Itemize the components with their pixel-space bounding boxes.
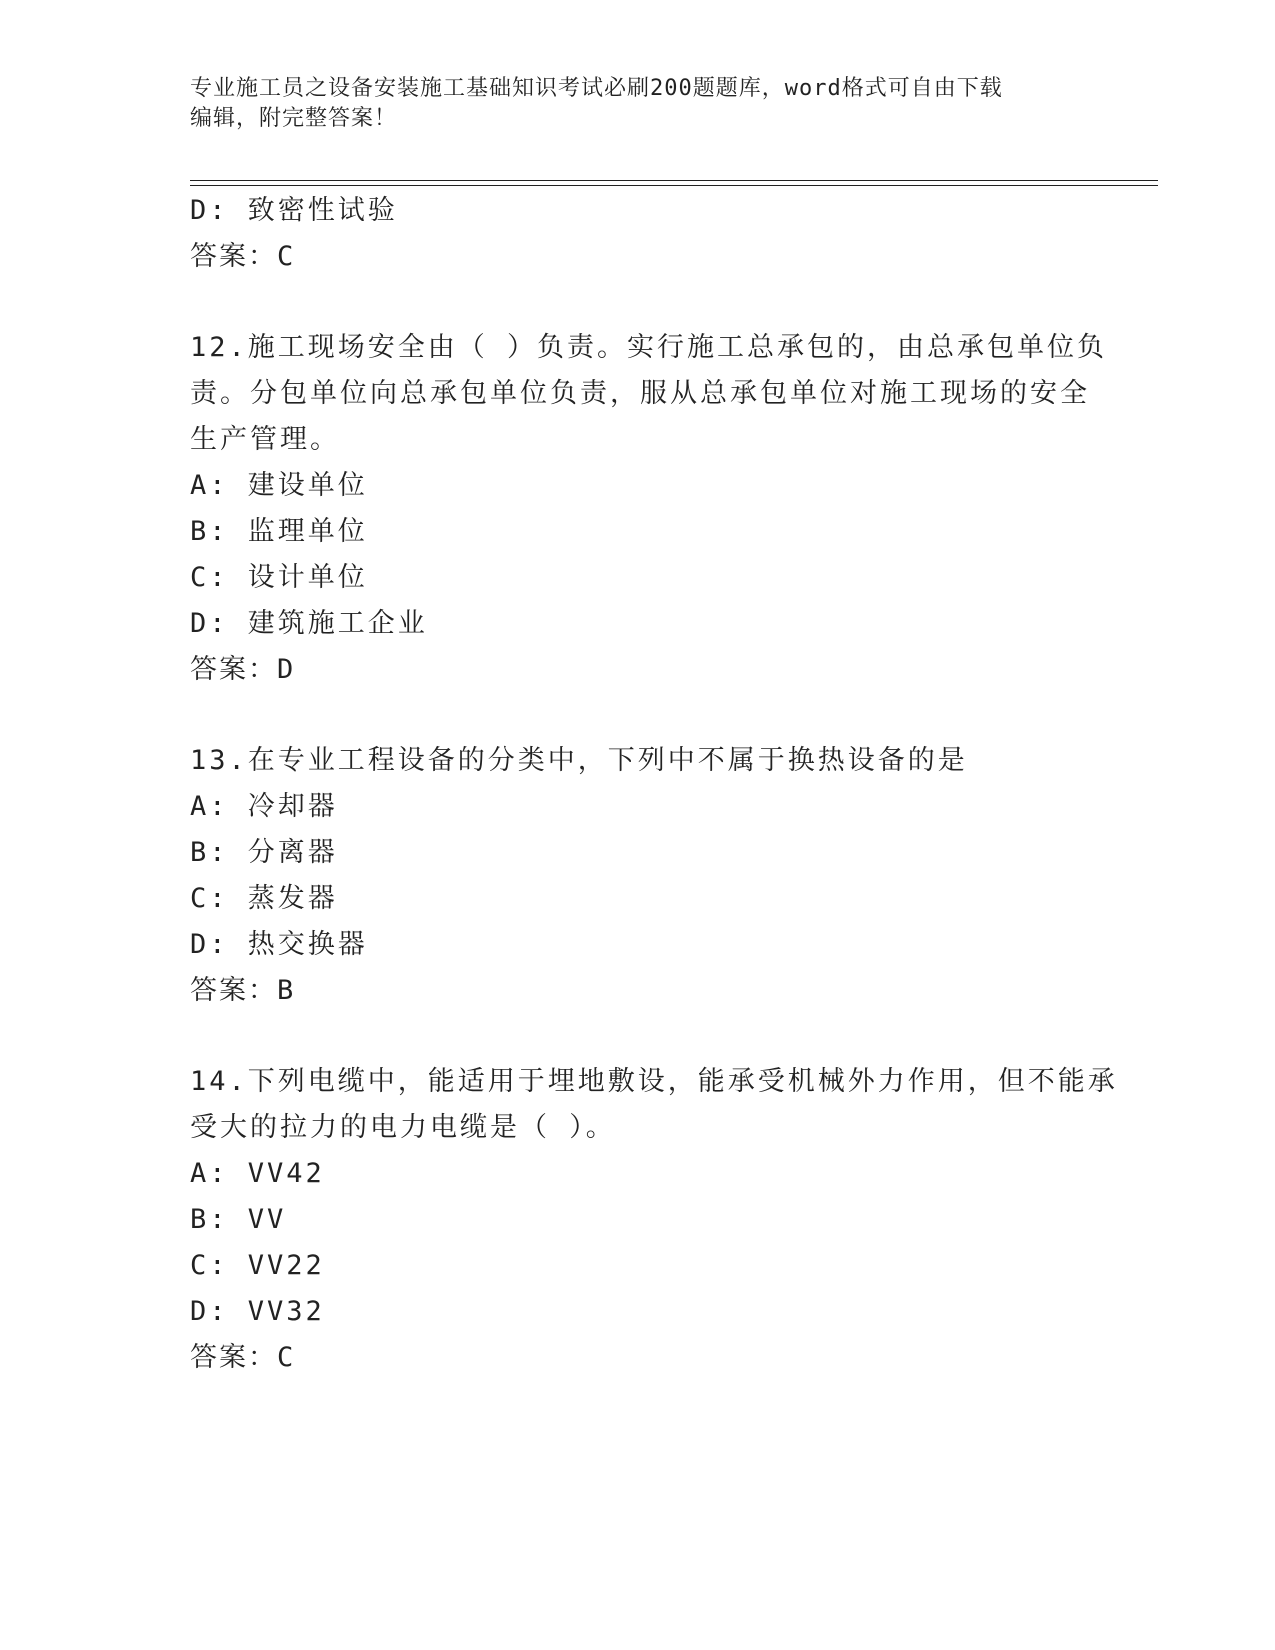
answer-line: 答案：C: [190, 1342, 296, 1373]
question-14: [190, 1059, 1118, 1381]
header-divider-bottom: [190, 185, 1158, 186]
document-header: [190, 74, 1090, 134]
question-stem-line: 受大的拉力的电力电缆是（ ）。: [190, 1112, 616, 1143]
option-c: C: 设计单位: [190, 562, 368, 593]
question-stem-line: 12.施工现场安全由（ ）负责。实行施工总承包的，由总承包单位负: [190, 332, 1108, 363]
spacer: [190, 1014, 1090, 1059]
option-d: D: 建筑施工企业: [190, 608, 428, 639]
option-d: D: 致密性试验: [190, 195, 398, 226]
header-divider-top: [190, 180, 1158, 181]
option-a: A: 建设单位: [190, 470, 368, 501]
option-a: A: VV42: [190, 1158, 325, 1189]
question-stem-line: 责。分包单位向总承包单位负责，服从总承包单位对施工现场的安全: [190, 378, 1090, 409]
header-title-line-1: 专业施工员之设备安装施工基础知识考试必刷200题题库，word格式可自由下载: [190, 76, 1003, 101]
question-stem-line: 生产管理。: [190, 424, 340, 455]
answer-line: 答案：B: [190, 975, 296, 1006]
question-13: [190, 738, 1090, 1014]
document-body: [190, 188, 1118, 1381]
spacer: [190, 693, 1090, 738]
option-b: B: 监理单位: [190, 516, 368, 547]
option-c: C: 蒸发器: [190, 883, 338, 914]
option-d: D: 热交换器: [190, 929, 368, 960]
answer-line: 答案：C: [190, 241, 296, 272]
answer-line: 答案：D: [190, 654, 296, 685]
question-stem-line: 13.在专业工程设备的分类中，下列中不属于换热设备的是: [190, 745, 968, 776]
header-title-line-2: 编辑，附完整答案！: [190, 106, 398, 131]
option-a: A: 冷却器: [190, 791, 338, 822]
option-c: C: VV22: [190, 1250, 325, 1281]
option-d: D: VV32: [190, 1296, 325, 1327]
previous-question-tail: [190, 188, 1090, 280]
question-stem-line: 14.下列电缆中，能适用于埋地敷设，能承受机械外力作用，但不能承: [190, 1066, 1118, 1097]
spacer: [190, 280, 1090, 325]
option-b: B: VV: [190, 1204, 287, 1235]
question-12: [190, 325, 1108, 693]
option-b: B: 分离器: [190, 837, 338, 868]
